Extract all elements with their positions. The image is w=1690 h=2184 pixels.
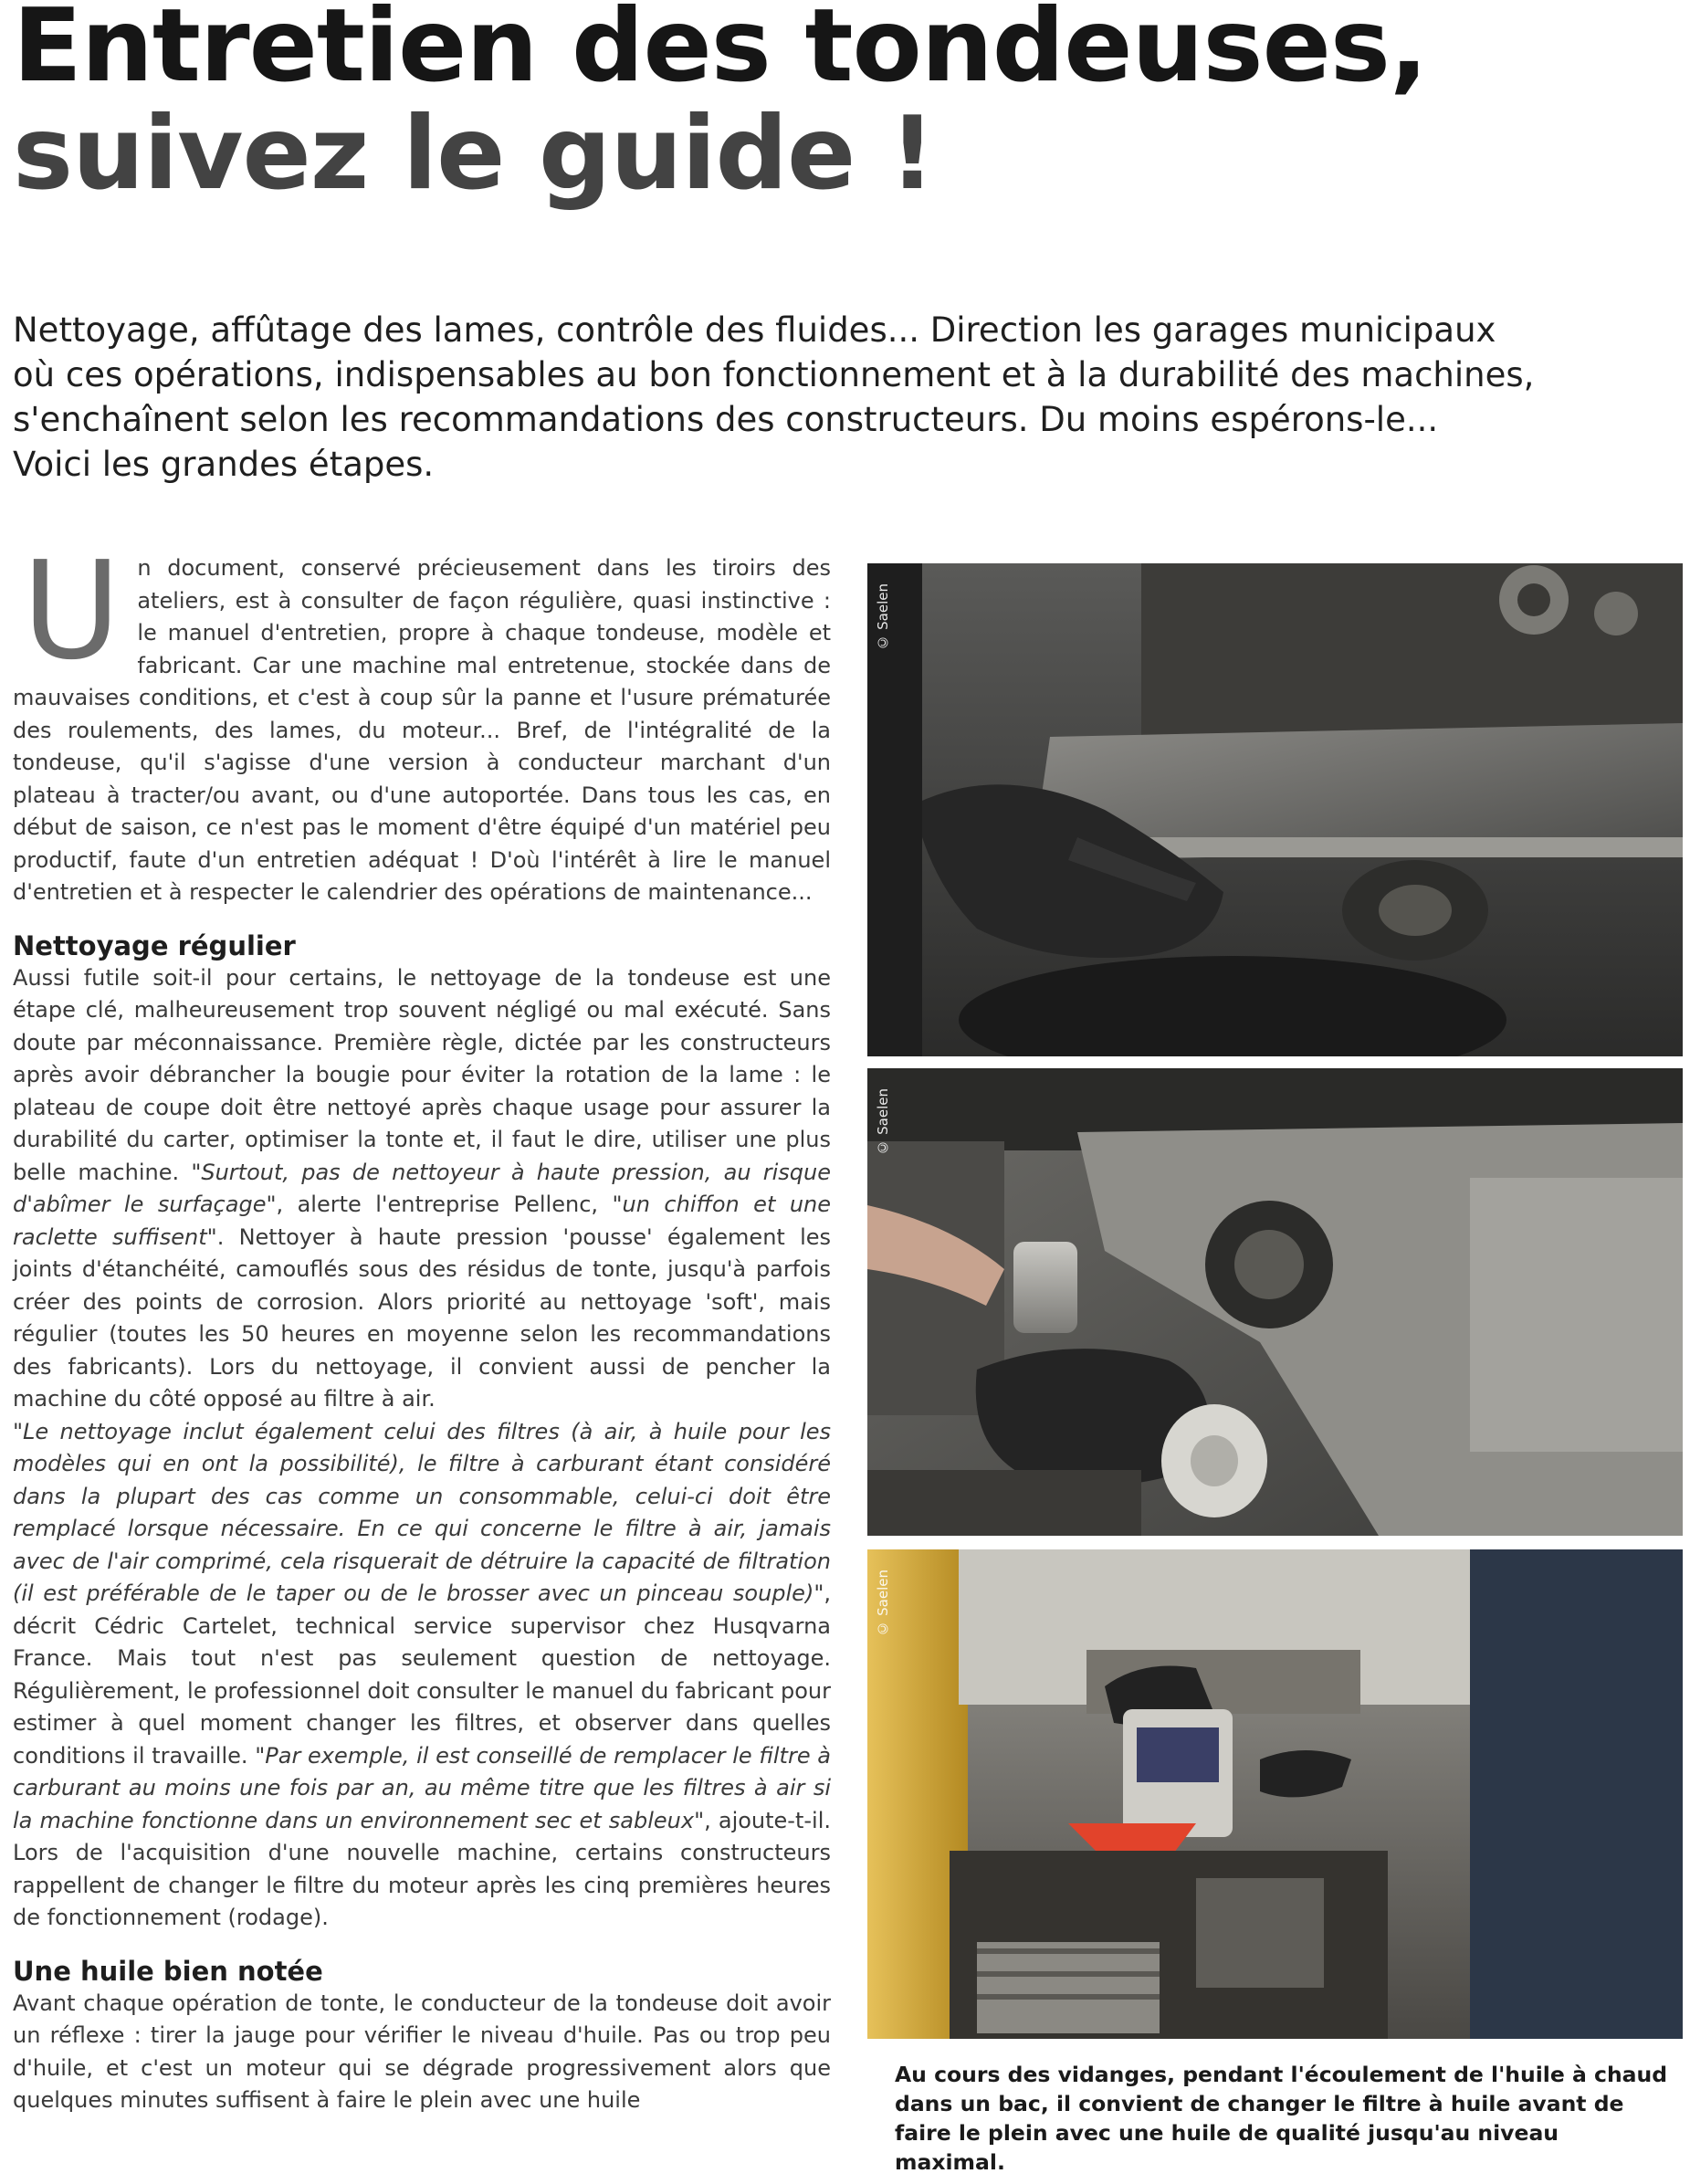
article-title (13, 0, 1674, 213)
body-text: Aussi futile soit-il pour certains, le nettoyage de la tondeuse est une étape clé, malheureusement trop souvent négligé ou mal exécuté. Sans doute par méconnaissance. Première règle, dictée par les constructeurs après avoir débrancher la bougie pour éviter la rotation de la lame : le plateau de coupe doit être nettoyé après chaque usage pour assurer la durabilité du carter, optimiser la tonte et, il faut le dire, utiliser une plus belle machine. (13, 964, 831, 1185)
quote-text: "un chiffon et une raclette suffisent" (13, 1192, 832, 1250)
body-text: , décrit Cédric Cartelet, technical service supervisor chez Husqvarna France. Mais tout n'est pas seulement question de nettoyage. Régulièrement, le professionnel doit consulter le manuel du fabricant pour estimer à quel moment changer les filtres, et observer dans quelles conditions il travaille. (13, 1580, 831, 1769)
body-paragraph (13, 962, 831, 1416)
photo-oil-filter (867, 1068, 1683, 1536)
lead-line: s'enchaînent selon les recommandations des constructeurs. Du moins espérons-le... (13, 400, 1439, 439)
section-heading-huile: Une huile bien notée (13, 1955, 323, 1987)
quote-text: "Le nettoyage inclut également celui des filtres (à air, à huile pour les modèles qui en ont la possibilité), le filtre à carburant étant considéré dans la plupart des cas comme un consommable, celui-ci doit être remplacé lorsque nécessaire. En ce qui concerne le filtre à air, jamais avec de l'air comprimé, cela risquerait de détruire la capacité de filtration (il est préférable de le taper ou de le brosser avec un pinceau souple)" (13, 1418, 831, 1606)
photo-mower-deck (867, 563, 1683, 1056)
body-text: , alerte l'entreprise Pellenc, (276, 1192, 613, 1217)
body-paragraph: Avant chaque opération de tonte, le conducteur de la tondeuse doit avoir un réflexe : tirer la jauge pour vérifier le niveau d'huile. Pas ou trop peu d'huile, et c'est un moteur qui se dégrade progressivement alors que quelques minutes suffisent à faire le plein avec une huile (13, 1990, 831, 2113)
section-heading-nettoyage: Nettoyage régulier (13, 929, 296, 961)
photo-oil-filter-image (867, 1068, 1683, 1536)
drop-cap: U (22, 532, 121, 689)
photo-caption: Au cours des vidanges, pendant l'écoulement de l'huile à chaud dans un bac, il convient de changer le filtre à huile avant de faire le plein avec une huile de qualité jusqu'au niveau maximal. (895, 2062, 1668, 2175)
photo-oil-filling (867, 1549, 1683, 2039)
title-line-2: suivez le guide ! (13, 95, 935, 213)
photo-credit: © Saelen (875, 583, 891, 651)
article-body-column (13, 532, 832, 2117)
quote-text: "Par exemple, il est conseillé de remplacer le filtre à carburant au moins une fois par an, au même titre que les filtres à air si la machine fonctionne dans un environnement sec et sableux" (13, 1742, 832, 1833)
body-paragraph (13, 1416, 831, 1935)
intro-text: n document, conservé précieusement dans les tiroirs des ateliers, est à consulter de façon régulière, quasi instinctive : le manuel d'entretien, propre à chaque tondeuse, modèle et fabricant. Car une machine mal entretenue, stockée dans de mauvaises conditions, et c'est à coup sûr la panne et l'usure prématurée des roulements, des lames, du moteur... Bref, de l'intégralité de la tondeuse, qu'il s'agisse d'une version à conducteur marchant d'un plateau à tracter/ou avant, ou d'une autoportée. Dans tous les cas, en début de saison, ce n'est pas le moment d'être équipé d'un matériel peu productif, faute d'un entretien adéquat ! D'où l'intérêt à lire le manuel d'entretien et à respecter le calendrier des opérations de maintenance... (13, 555, 831, 905)
intro-paragraph (13, 532, 831, 909)
lead-line: où ces opérations, indispensables au bon fonctionnement et à la durabilité des machines, (13, 355, 1535, 394)
title-line-1: Entretien des tondeuses, (13, 0, 1428, 105)
photo-mower-deck-image (867, 563, 1683, 1056)
photo-oil-filling-image (867, 1549, 1683, 2039)
lead-line: Voici les grandes étapes. (13, 445, 435, 484)
article-lead (13, 308, 1556, 487)
photo-credit: © Saelen (875, 1570, 891, 1637)
photo-credit: © Saelen (875, 1088, 891, 1156)
lead-line: Nettoyage, affûtage des lames, contrôle des fluides... Direction les garages municipaux (13, 310, 1496, 350)
body-text: . Nettoyer à haute pression 'pousse' également les joints d'étanchéité, camouflés sous des résidus de tonte, jusqu'à parfois créer des points de corrosion. Alors priorité au nettoyage 'soft', mais régulier (toutes les 50 heures en moyenne selon les recommandations des fabricants). Lors du nettoyage, il convient aussi de pencher la machine du côté opposé au filtre à air. (13, 1223, 832, 1412)
quote-text: "Surtout, pas de nettoyeur à haute pression, au risque d'abîmer le surfaçage" (13, 1159, 831, 1217)
body-text: , ajoute-t-il. Lors de l'acquisition d'une nouvelle machine, certains constructeurs rappellent de changer le filtre du moteur après les cinq premières heures de fonctionnement (rodage). (13, 1807, 832, 1930)
